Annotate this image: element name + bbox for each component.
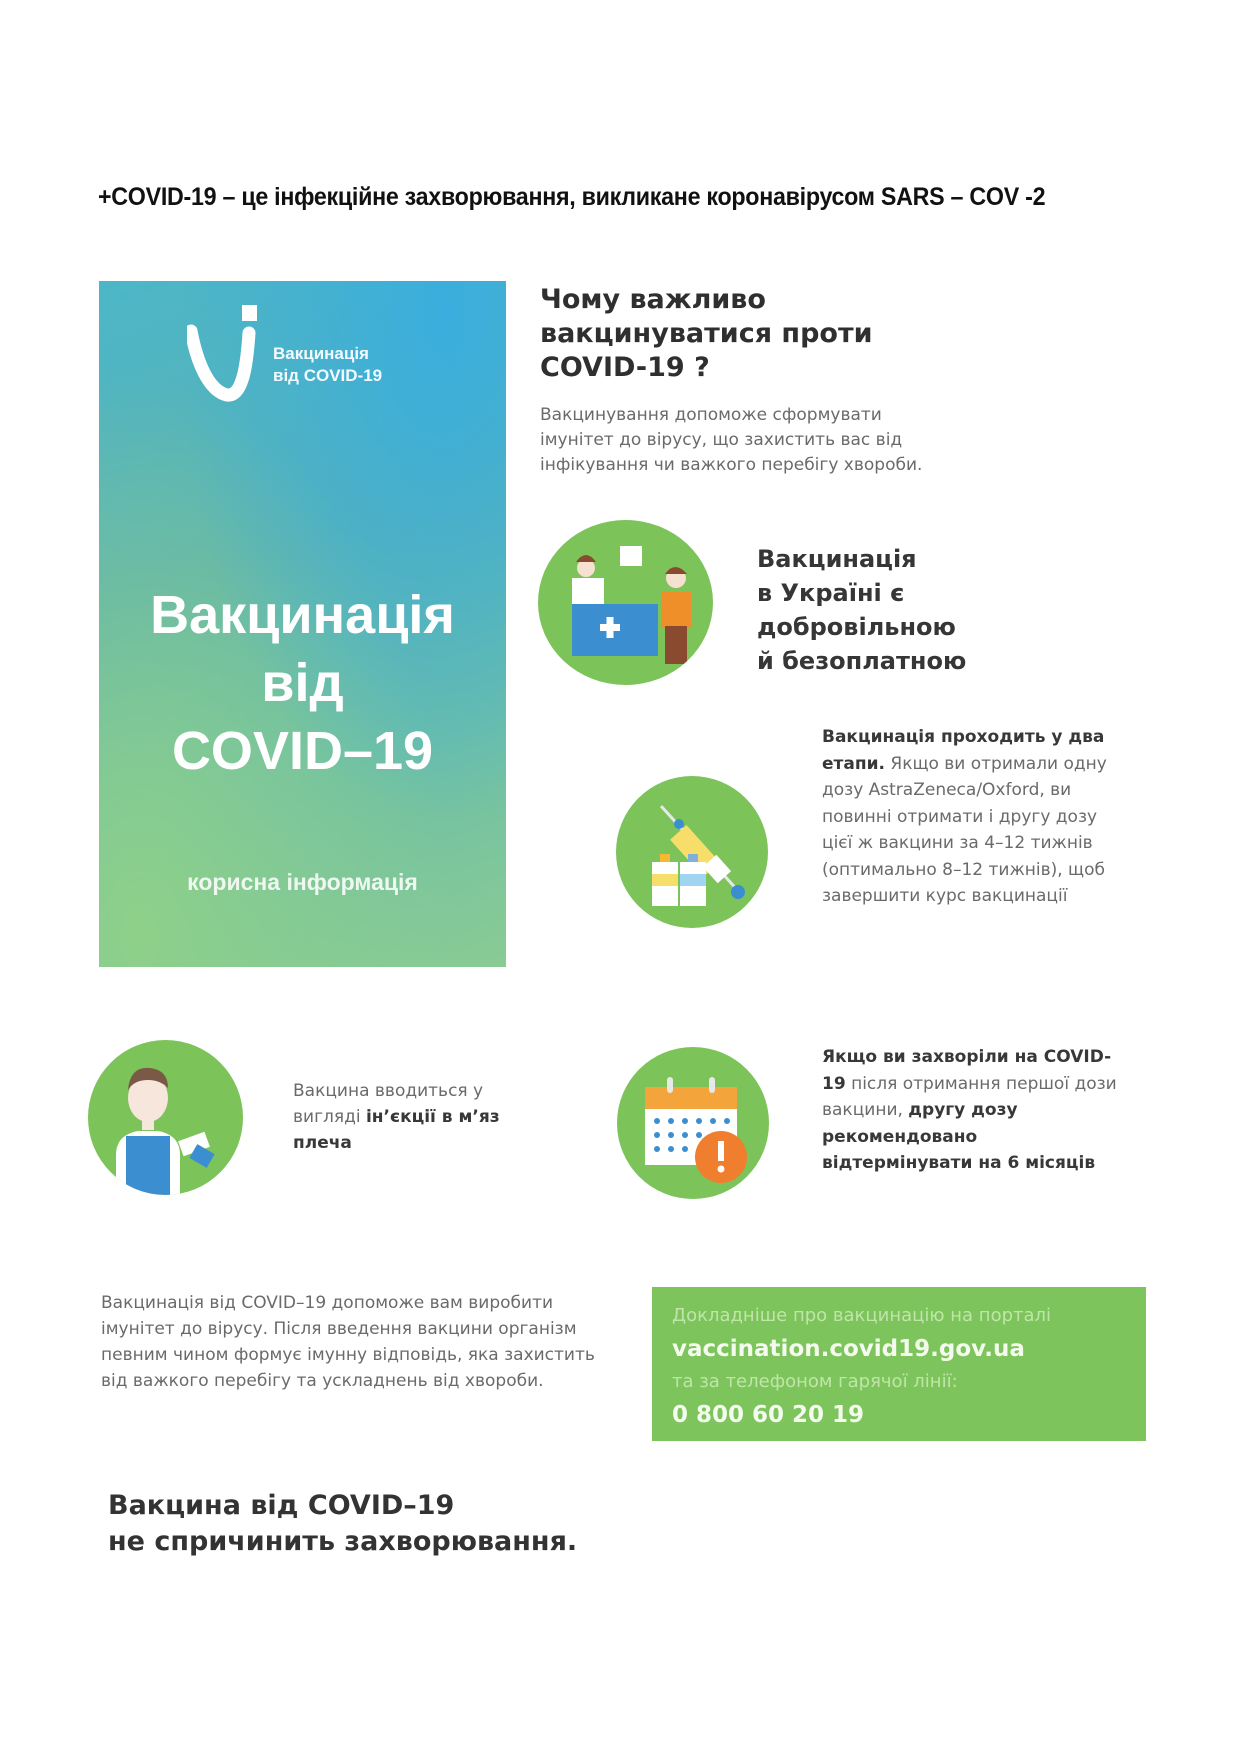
info-box (652, 1287, 1146, 1441)
doctor-patient-icon (538, 520, 713, 685)
vaccination-poster (99, 281, 506, 967)
page-headline: +COVID-19 – це інфекційне захворювання, викликане коронавірусом SARS – COV -2 (98, 183, 1046, 211)
poster-title: Вакцинація від COVID–19 (150, 585, 455, 781)
final-statement: Вакцина від COVID–19 не спричинить захворювання. (108, 1490, 578, 1557)
vaccination-logo-icon (187, 303, 267, 403)
voluntary-text: Вакцинація в Україні є добровільною й безоплатною (757, 545, 967, 675)
immunity-paragraph: Вакцинація від COVID–19 допоможе вам виробити імунітет до вірусу. Після введення вакцини організм певним чином формує імунну відповідь, яка захистить від важкого перебігу та ускладнень від хвороби. (101, 1293, 595, 1391)
calendar-warning-icon (617, 1047, 769, 1199)
why-text: Вакцинування допоможе сформувати імунітет до вірусу, що захистить вас від інфікування чи важкого перебігу хвороби. (540, 405, 923, 475)
info-portal-label: Докладніше про вакцинацію на порталі (672, 1305, 1052, 1326)
injection-shoulder-icon (88, 1040, 243, 1195)
why-heading: Чому важливо вакцинуватися проти COVID-19 ? (540, 284, 873, 383)
logo-text: Вакцинація від COVID-19 (273, 344, 383, 385)
ill-after-first-dose-text: Якщо ви захворіли на COVID-19 після отримання першої дози вакцини, другу дозу рекомендовано відтермінувати на 6 місяців (822, 1047, 1117, 1173)
hotline-label: та за телефоном гарячої лінії: (672, 1371, 958, 1392)
injection-text: Вакцина вводиться у вигляді ін’єкції в м’яз плеча (293, 1081, 500, 1153)
portal-link[interactable]: vaccination.covid19.gov.ua (672, 1336, 1025, 1362)
hotline-phone[interactable]: 0 800 60 20 19 (672, 1402, 865, 1428)
vaccine-syringe-icon (616, 776, 768, 928)
poster-subtitle: корисна інформація (187, 869, 418, 895)
two-stages-text: Вакцинація проходить у два етапи. Якщо ви отримали одну дозу AstraZeneca/Oxford, ви повинні отримати і другу дозу цієї ж вакцини за 4–12 тижнів (оптимально 8–12 тижнів), щоб завершити курс вакцинації (822, 727, 1107, 906)
